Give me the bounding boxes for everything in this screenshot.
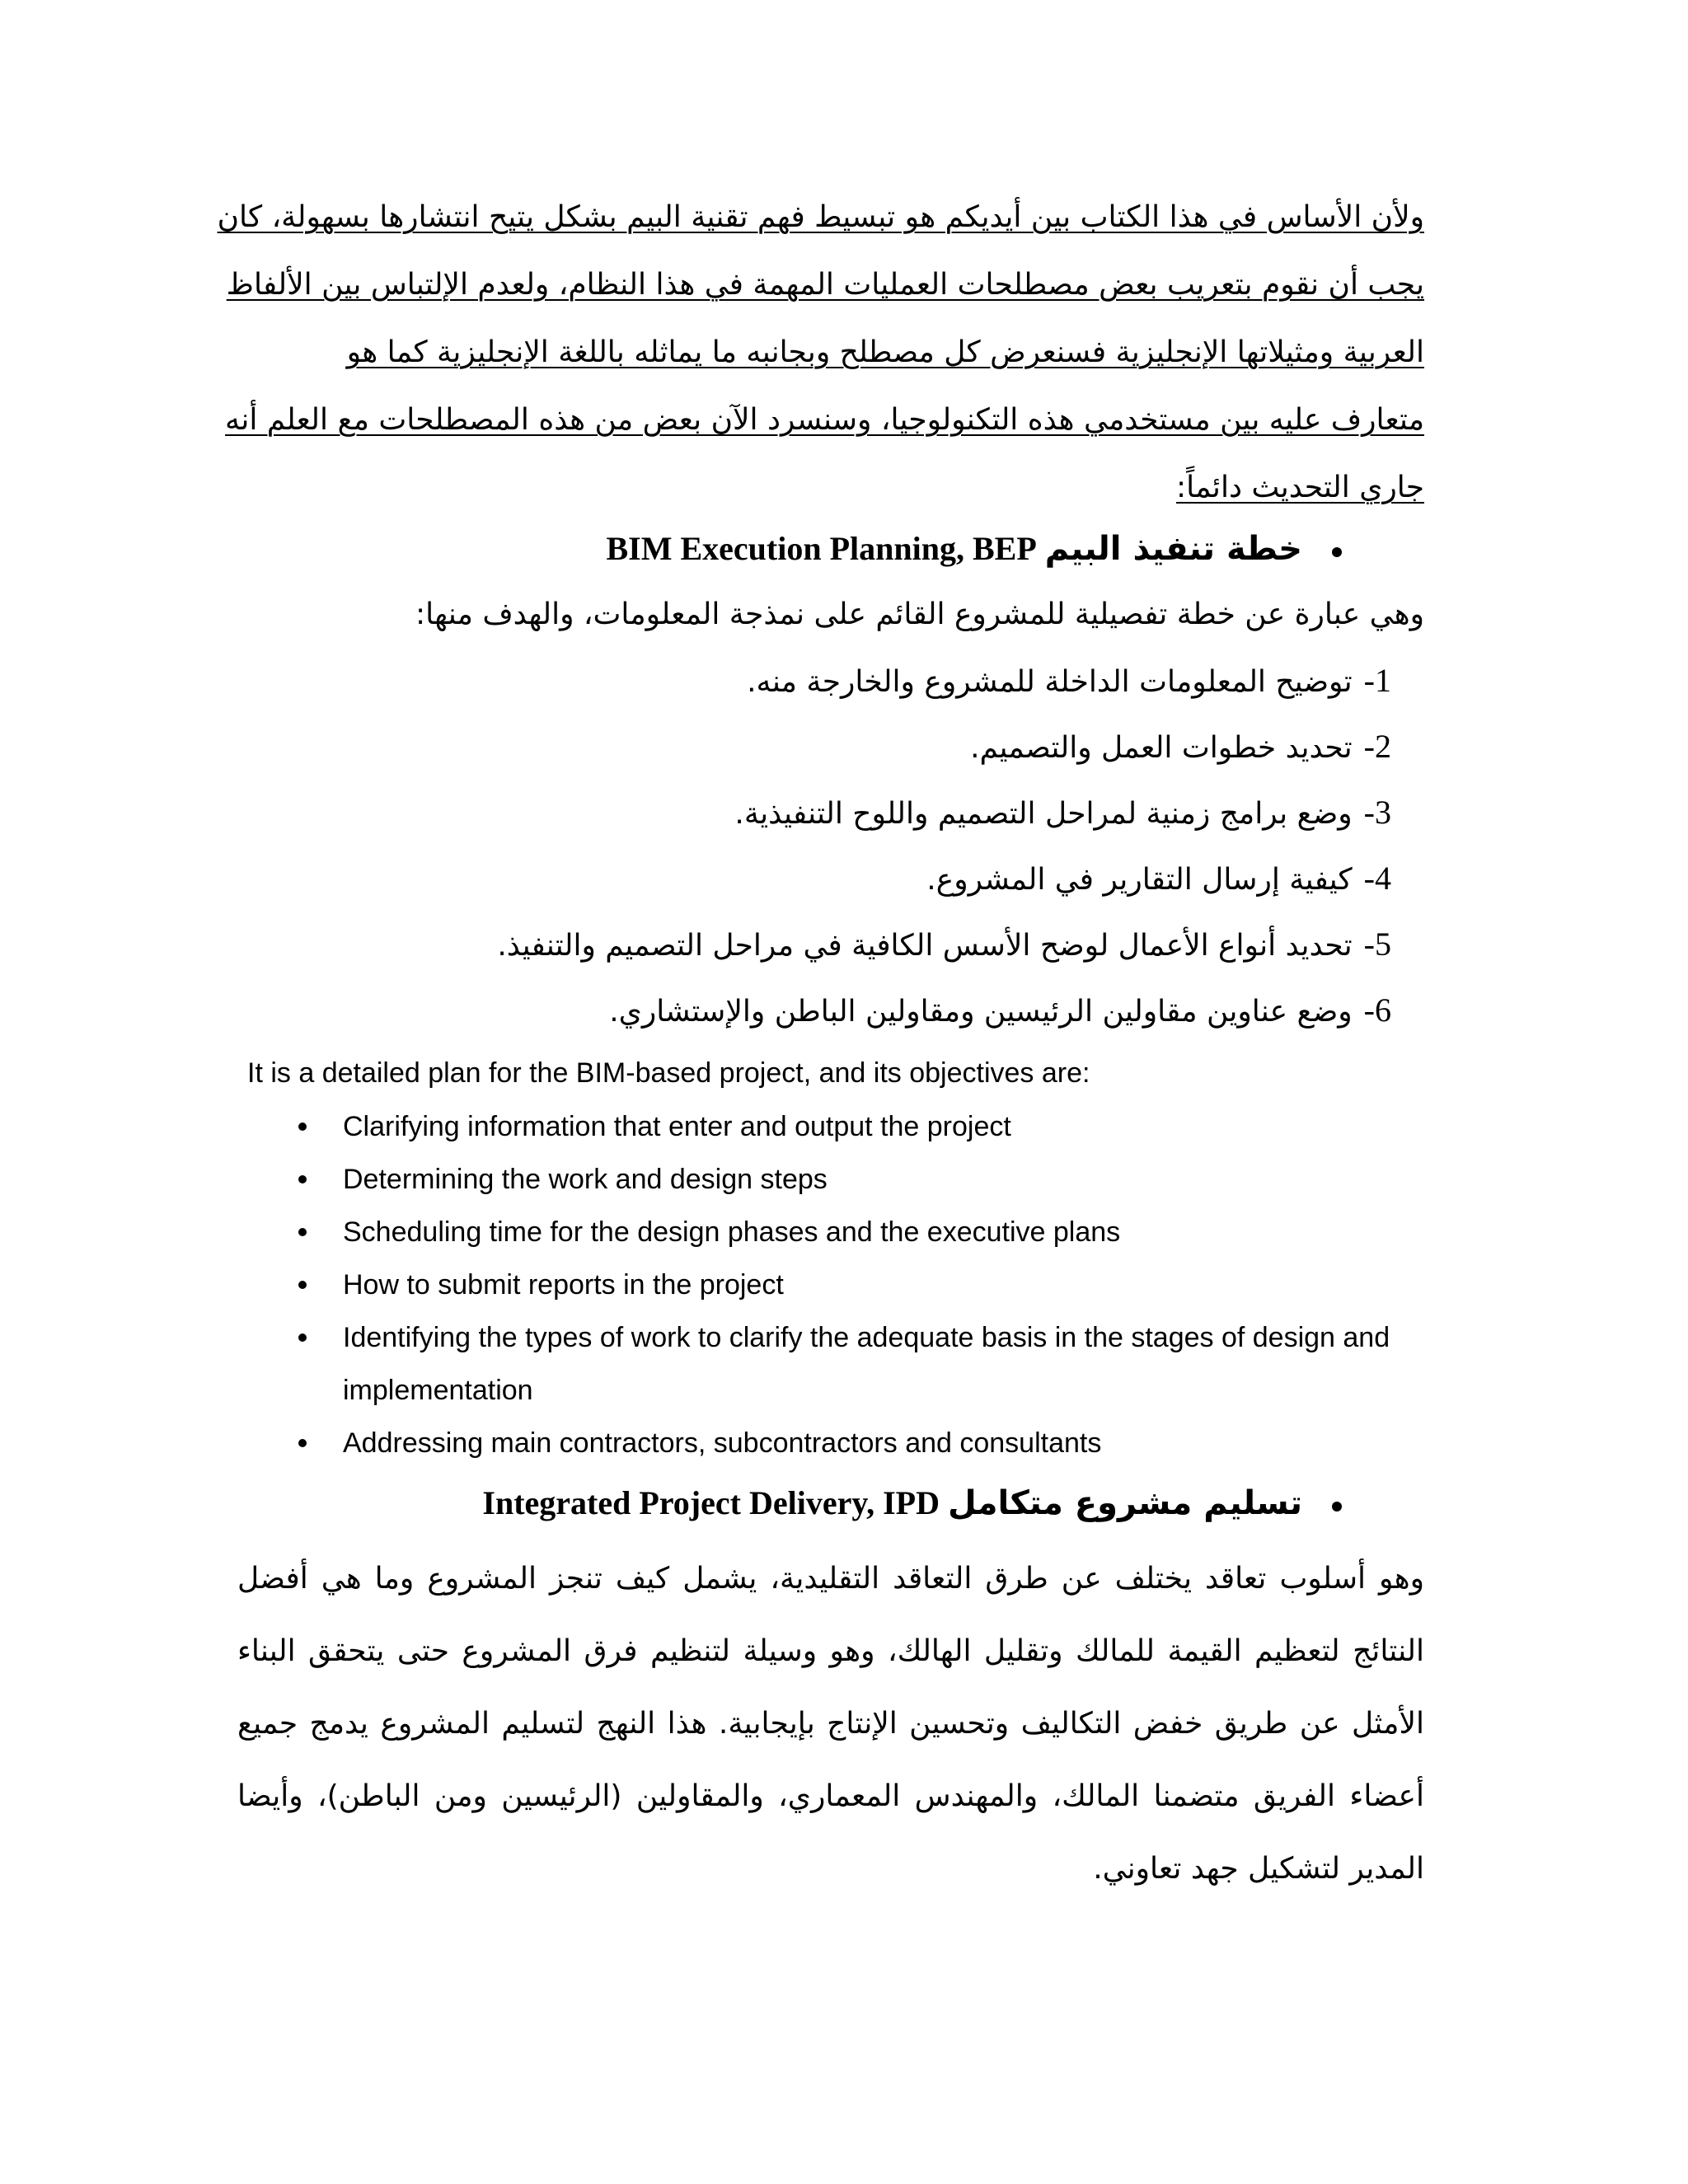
bep-item-en-3 <box>247 1206 1451 1258</box>
bullet-icon <box>1332 1502 1342 1511</box>
item-text: Determining the work and design steps <box>343 1164 828 1195</box>
item-number: 3- <box>1363 794 1391 831</box>
item-number: 2- <box>1363 728 1391 765</box>
item-number: 1- <box>1363 662 1391 699</box>
item-text: Identifying the types of work to clarify the adequate basis in the stages of design and implementation <box>343 1322 1390 1406</box>
bep-heading-ar: خطة تنفيذ البيم <box>1044 530 1302 568</box>
bullet-icon <box>298 1439 307 1447</box>
bep-item-en-6 <box>247 1417 1451 1469</box>
bullet-icon <box>1332 547 1342 557</box>
bullet-icon <box>298 1333 307 1342</box>
bep-item-en-4 <box>247 1258 1451 1311</box>
bep-item-ar-2 <box>970 725 1391 770</box>
item-text: توضيح المعلومات الداخلة للمشروع والخارجة منه. <box>747 665 1353 699</box>
bullet-icon <box>298 1281 307 1289</box>
intro-line-2: يجب أن نقوم بتعريب بعض مصطلحات العمليات المهمة في هذا النظام، ولعدم الإلتباس بين الألفاظ <box>226 268 1424 302</box>
intro-line-3: العربية ومثيلاتها الإنجليزية فسنعرض كل مصطلح وبجانبه ما يماثله باللغة الإنجليزية كما هو <box>346 335 1424 369</box>
bep-intro-en: It is a detailed plan for the BIM-based project, and its objectives are: <box>247 1057 1090 1089</box>
bep-items-en-list <box>247 1100 1451 1469</box>
bep-item-ar-4 <box>926 857 1391 902</box>
bep-item-en-5 <box>247 1311 1451 1417</box>
bep-heading <box>606 527 1342 570</box>
bep-heading-en: BIM Execution Planning, BEP <box>606 530 1037 567</box>
item-text: كيفية إرسال التقارير في المشروع. <box>926 863 1353 897</box>
bep-item-en-1 <box>247 1100 1451 1153</box>
bep-item-ar-5 <box>497 923 1391 968</box>
bep-item-en-2 <box>247 1153 1451 1206</box>
intro-line-4: متعارف عليه بين مستخدمي هذه التكنولوجيا، وسنسرد الآن بعض من هذه المصطلحات مع العلم أنه <box>225 403 1424 437</box>
intro-line-5: جاري التحديث دائماً: <box>1176 471 1424 504</box>
item-text: وضع عناوين مقاولين الرئيسين ومقاولين الباطن والإستشاري. <box>609 995 1353 1029</box>
item-text: تحديد أنواع الأعمال لوضح الأسس الكافية في مراحل التصميم والتنفيذ. <box>497 929 1353 963</box>
item-text: Scheduling time for the design phases and the executive plans <box>343 1216 1121 1248</box>
item-text: Clarifying information that enter and output the project <box>343 1111 1011 1142</box>
item-text: How to submit reports in the project <box>343 1269 784 1301</box>
bullet-icon <box>298 1175 307 1183</box>
item-number: 6- <box>1363 991 1391 1029</box>
item-text: وضع برامج زمنية لمراحل التصميم واللوح التنفيذية. <box>734 797 1353 831</box>
bep-intro-ar: وهي عبارة عن خطة تفصيلية للمشروع القائم على نمذجة المعلومات، والهدف منها: <box>415 598 1424 631</box>
item-number: 4- <box>1363 860 1391 897</box>
ipd-heading-en: Integrated Project Delivery, IPD <box>482 1484 940 1521</box>
bullet-icon <box>298 1228 307 1236</box>
item-text: Addressing main contractors, subcontractors and consultants <box>343 1427 1102 1459</box>
bep-item-ar-6 <box>609 989 1391 1033</box>
ipd-heading-ar: تسليم مشروع متكامل <box>948 1484 1302 1522</box>
ipd-heading <box>482 1482 1342 1525</box>
intro-line-1: ولأن الأساس في هذا الكتاب بين أيديكم هو تبسيط فهم تقنية البيم بشكل يتيح انتشارها بسهولة، كان <box>217 200 1424 234</box>
item-text: تحديد خطوات العمل والتصميم. <box>970 731 1353 765</box>
bep-item-ar-1 <box>747 659 1391 704</box>
bullet-icon <box>298 1122 307 1131</box>
ipd-body-ar: وهو أسلوب تعاقد يختلف عن طرق التعاقد التقليدية، يشمل كيف تنجز المشروع وما هي أفضل النتائج لتعظيم القيمة للمالك وتقليل الهالك، وهو وسيلة لتنظيم فرق المشروع حتى يتحقق البناء الأمثل عن طريق خفض التكاليف وتحسين الإنتاج بإيجابية. هذا النهج لتسليم المشروع يدمج جميع أعضاء الفريق متضمنا المالك، والمهندس المعماري، والمقاولين (الرئيسين ومن الباطن)، وأيضا المدير لتشكيل جهد تعاوني. <box>237 1562 1424 1886</box>
item-number: 5- <box>1363 926 1391 963</box>
bep-item-ar-3 <box>734 791 1391 836</box>
